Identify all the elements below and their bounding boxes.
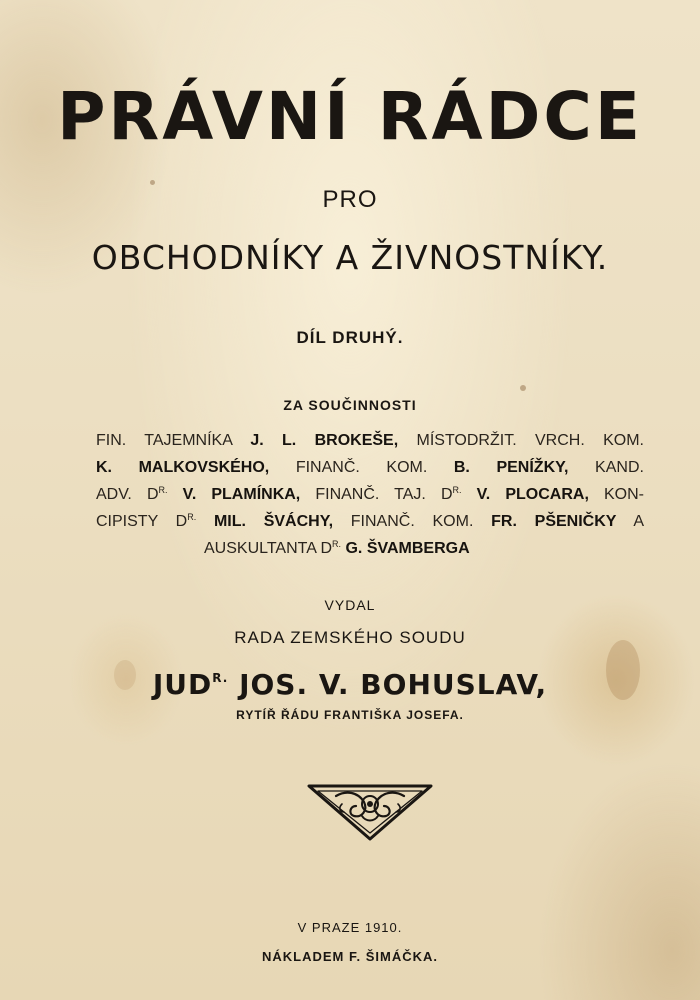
book-title: PRÁVNÍ RÁDCE <box>57 78 643 155</box>
contributor-title: MÍSTODRŽIT. VRCH. KOM. <box>416 432 644 449</box>
issued-by-label: VYDAL <box>324 597 376 613</box>
contributors-line-4 <box>96 508 644 535</box>
place-and-year: V PRAZE 1910. <box>297 920 403 935</box>
contributor-name: MIL. ŠVÁCHY, <box>213 513 334 530</box>
contributor-title: A <box>633 513 644 530</box>
contributors-line-2 <box>96 454 644 481</box>
contributor-name: V. PLAMÍNKA, <box>182 486 301 503</box>
contributor-name: J. L. BROKEŠE, <box>250 432 399 449</box>
volume-label: DÍL DRUHÝ. <box>296 328 404 347</box>
contributor-title: FIN. TAJEMNÍKA <box>96 432 232 449</box>
author-rank: RADA ZEMSKÉHO SOUDU <box>234 628 466 647</box>
title-preposition: PRO <box>322 186 378 213</box>
contributor-name: B. PENÍŽKY, <box>453 459 569 476</box>
contributor-name: FR. PŠENIČKY <box>491 513 617 530</box>
contributor-title: AUSKULTANTA $D^{R.}$ <box>204 539 342 557</box>
contributor-title: FINANČ. TAJ. $D^{R.}$ <box>315 485 462 503</box>
contributors-line-3 <box>96 481 644 508</box>
paper-speck <box>520 385 526 391</box>
contributor-name: K. MALKOVSKÉHO, <box>96 459 270 476</box>
book-subtitle: OBCHODNÍKY A ŽIVNOSTNÍKY. <box>91 238 609 277</box>
contributor-title: FINANČ. KOM. <box>350 513 474 530</box>
author-name: $JUD^{R.}$ JOS. V. BOHUSLAV, <box>152 668 548 701</box>
contributor-title: CIPISTY $D^{R.}$ <box>96 512 197 530</box>
art-nouveau-vignette-icon <box>306 782 434 842</box>
contributor-title: FINANČ. KOM. <box>295 459 428 476</box>
contributor-name: G. ŠVAMBERGA <box>345 540 470 557</box>
cooperation-heading: ZA SOUČINNOSTI <box>283 397 417 413</box>
contributors-line-5 <box>204 535 700 562</box>
contributor-title: ADV. $D^{R.}$ <box>96 485 168 503</box>
contributors-line-1 <box>96 427 644 454</box>
author-honor: RYTÍŘ ŘÁDU FRANTIŠKA JOSEFA. <box>236 708 464 722</box>
paper-speck <box>150 180 155 185</box>
contributor-title: KAND. <box>595 459 644 476</box>
publisher: NÁKLADEM F. ŠIMÁČKA. <box>262 949 438 964</box>
contributor-title: KON- <box>603 486 644 503</box>
contributor-name: V. PLOCARA, <box>476 486 589 503</box>
